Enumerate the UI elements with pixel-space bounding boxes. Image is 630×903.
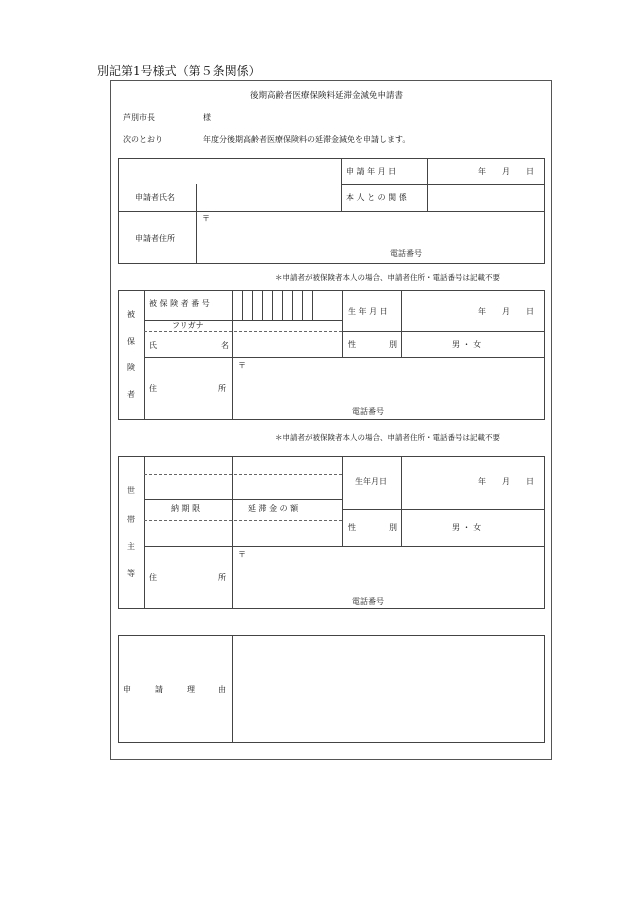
furigana-label: フリガナ (172, 321, 204, 330)
insured-name-field[interactable] (234, 333, 340, 356)
preamble-label: 次のとおり (123, 135, 163, 144)
householder-address-label-2: 所 (218, 573, 226, 582)
householder-side-4: 等 (127, 569, 135, 578)
householder-side-1: 世 (127, 486, 135, 495)
note-2: ＊申請者が被保険者本人の場合、申請者住所・電話番号は記載不要 (275, 433, 500, 442)
insured-name-label-2: 名 (221, 341, 229, 350)
insured-address-label-2: 所 (218, 384, 226, 393)
relation-label: 本 人 と の 関 係 (346, 193, 407, 202)
reason-char-3: 理 (187, 685, 195, 694)
applicant-address-field[interactable] (198, 213, 543, 262)
preamble-text: 年度分後期高齢者医療保険料の延滞金減免を申請します。 (203, 135, 411, 144)
insured-side-2: 保 (127, 337, 135, 346)
applicant-phone-label: 電話番号 (390, 249, 422, 258)
insured-sex-label-1: 性 (348, 340, 356, 349)
application-date-label: 申 請 年 月 日 (346, 167, 397, 176)
form-number-label: 別記第1号様式（第５条関係） (97, 64, 261, 78)
householder-sex-label-2: 別 (389, 523, 397, 532)
insured-side-3: 険 (127, 363, 135, 372)
insured-address-field[interactable] (234, 359, 543, 418)
reason-char-1: 申 (123, 685, 131, 694)
due-date-label: 納 期 限 (171, 504, 201, 513)
insured-side-1: 被 (127, 310, 135, 319)
householder-birth-label: 生年月日 (355, 477, 387, 486)
insured-sex-value[interactable]: 男 ・ 女 (452, 340, 482, 349)
insured-phone-label: 電話番号 (352, 407, 384, 416)
householder-sex-value[interactable]: 男 ・ 女 (452, 523, 482, 532)
insured-name-label-1: 氏 (149, 341, 157, 350)
insured-postal-mark: 〒 (238, 361, 246, 370)
late-fee-field-2[interactable] (234, 522, 340, 545)
insured-number-field[interactable] (233, 291, 341, 319)
due-date-field-2[interactable] (146, 522, 231, 545)
honorific: 様 (203, 113, 211, 122)
reason-char-2: 請 (155, 685, 163, 694)
note-1: ＊申請者が被保険者本人の場合、申請者住所・電話番号は記載不要 (275, 273, 500, 282)
applicant-name-field[interactable] (198, 186, 339, 209)
householder-side-3: 主 (127, 542, 135, 551)
addressee: 芦別市長 (123, 113, 155, 122)
due-date-field-1[interactable] (146, 458, 231, 498)
postal-mark: 〒 (202, 214, 210, 223)
reason-field[interactable] (234, 637, 543, 741)
application-date-value[interactable]: 年 月 日 (478, 167, 534, 176)
late-fee-label: 延 滞 金 の 額 (248, 504, 299, 513)
householder-address-field[interactable] (234, 548, 543, 607)
householder-side-2: 帯 (127, 515, 135, 524)
insured-birth-label: 生 年 月 日 (348, 307, 388, 316)
insured-number-label: 被 保 険 者 番 号 (149, 299, 210, 308)
insured-sex-label-2: 別 (389, 340, 397, 349)
householder-sex-label-1: 性 (348, 523, 356, 532)
insured-side-4: 者 (127, 390, 135, 399)
householder-phone-label: 電話番号 (352, 597, 384, 606)
applicant-name-label: 申請者氏名 (135, 193, 175, 202)
form-title: 後期高齢者医療保険料延滞金減免申請書 (250, 91, 404, 101)
reason-char-4: 由 (218, 685, 226, 694)
insured-birth-value[interactable]: 年 月 日 (478, 307, 534, 316)
insured-address-label-1: 住 (149, 384, 157, 393)
householder-birth-value[interactable]: 年 月 日 (478, 477, 534, 486)
householder-address-label-1: 住 (149, 573, 157, 582)
late-fee-field-1[interactable] (234, 458, 340, 498)
relation-field[interactable] (429, 186, 543, 209)
householder-postal-mark: 〒 (238, 550, 246, 559)
applicant-address-label: 申請者住所 (135, 234, 175, 243)
